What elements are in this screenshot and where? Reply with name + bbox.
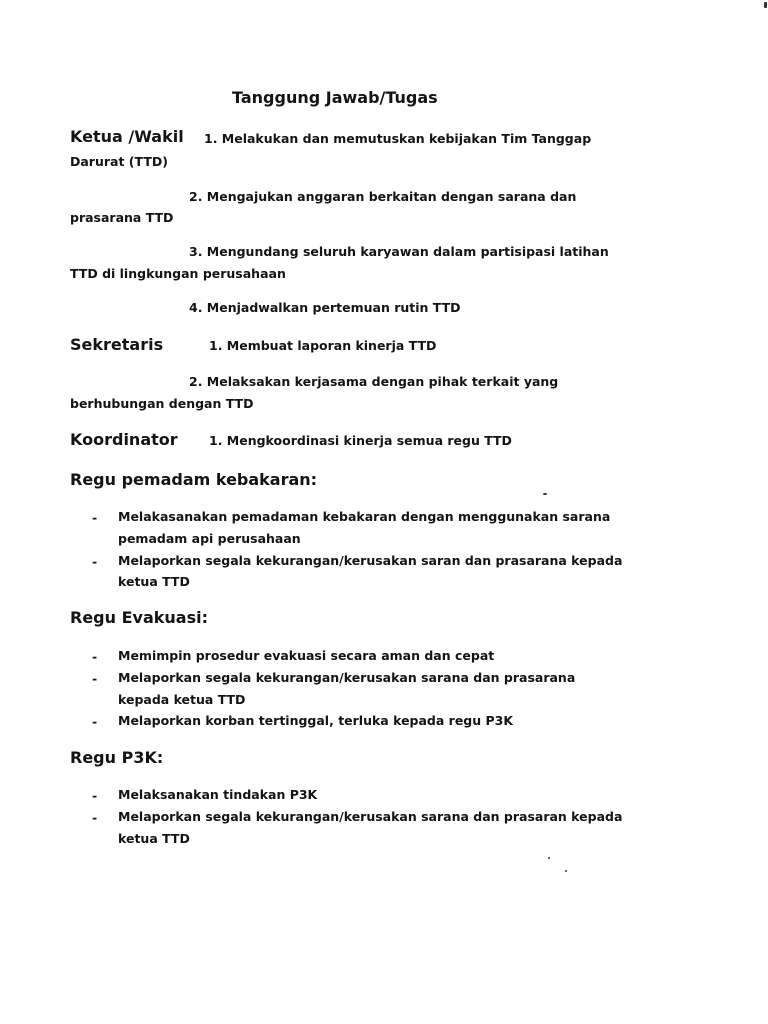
scan-speck: [543, 493, 547, 495]
scan-speck: [565, 870, 567, 872]
scan-speck: [548, 857, 550, 859]
bullet-dash: -: [92, 714, 98, 729]
pemadam-item-2-line2: ketua TTD: [118, 574, 190, 589]
role-label-ketua: Ketua /Wakil: [70, 127, 184, 146]
section-heading-evakuasi: Regu Evakuasi:: [70, 608, 208, 627]
sekretaris-task-1-line1: 1. Membuat laporan kinerja TTD: [209, 338, 437, 353]
ketua-task-1-line2: Darurat (TTD): [70, 154, 168, 169]
p3k-item-2-line1: Melaporkan segala kekurangan/kerusakan sarana dan prasaran kepada: [118, 809, 623, 824]
role-label-sekretaris: Sekretaris: [70, 335, 164, 354]
evakuasi-item-1-line1: Memimpin prosedur evakuasi secara aman dan cepat: [118, 648, 495, 663]
ketua-task-3-line2: TTD di lingkungan perusahaan: [70, 266, 286, 281]
pemadam-item-1-line1: Melakasanakan pemadaman kebakaran dengan menggunakan sarana: [118, 509, 611, 524]
p3k-item-2-line2: ketua TTD: [118, 831, 190, 846]
bullet-dash: -: [92, 554, 98, 569]
bullet-dash: -: [92, 649, 98, 664]
bullet-dash: -: [92, 671, 98, 686]
sekretaris-task-2-line1: 2. Melaksakan kerjasama dengan pihak terkait yang: [189, 374, 559, 389]
bullet-dash: -: [92, 788, 98, 803]
evakuasi-item-3-line1: Melaporkan korban tertinggal, terluka kepada regu P3K: [118, 713, 514, 728]
ketua-task-2-line1: 2. Mengajukan anggaran berkaitan dengan sarana dan: [189, 189, 577, 204]
ketua-task-3-line1: 3. Mengundang seluruh karyawan dalam partisipasi latihan: [189, 244, 609, 259]
pemadam-item-2-line1: Melaporkan segala kekurangan/kerusakan saran dan prasarana kepada: [118, 553, 623, 568]
scan-mark: [764, 2, 767, 8]
ketua-task-2-line2: prasarana TTD: [70, 210, 174, 225]
page-title: Tanggung Jawab/Tugas: [232, 88, 438, 107]
bullet-dash: -: [92, 810, 98, 825]
role-label-koordinator: Koordinator: [70, 430, 178, 449]
p3k-item-1-line1: Melaksanakan tindakan P3K: [118, 787, 318, 802]
bullet-dash: -: [92, 510, 98, 525]
pemadam-item-1-line2: pemadam api perusahaan: [118, 531, 301, 546]
evakuasi-item-2-line2: kepada ketua TTD: [118, 692, 246, 707]
evakuasi-item-2-line1: Melaporkan segala kekurangan/kerusakan sarana dan prasarana: [118, 670, 576, 685]
section-heading-p3k: Regu P3K:: [70, 748, 164, 767]
koordinator-task-1-line1: 1. Mengkoordinasi kinerja semua regu TTD: [209, 433, 512, 448]
ketua-task-4-line1: 4. Menjadwalkan pertemuan rutin TTD: [189, 300, 461, 315]
ketua-task-1-line1: 1. Melakukan dan memutuskan kebijakan Tim Tanggap: [204, 131, 592, 146]
sekretaris-task-2-line2: berhubungan dengan TTD: [70, 396, 254, 411]
section-heading-pemadam: Regu pemadam kebakaran:: [70, 470, 318, 489]
